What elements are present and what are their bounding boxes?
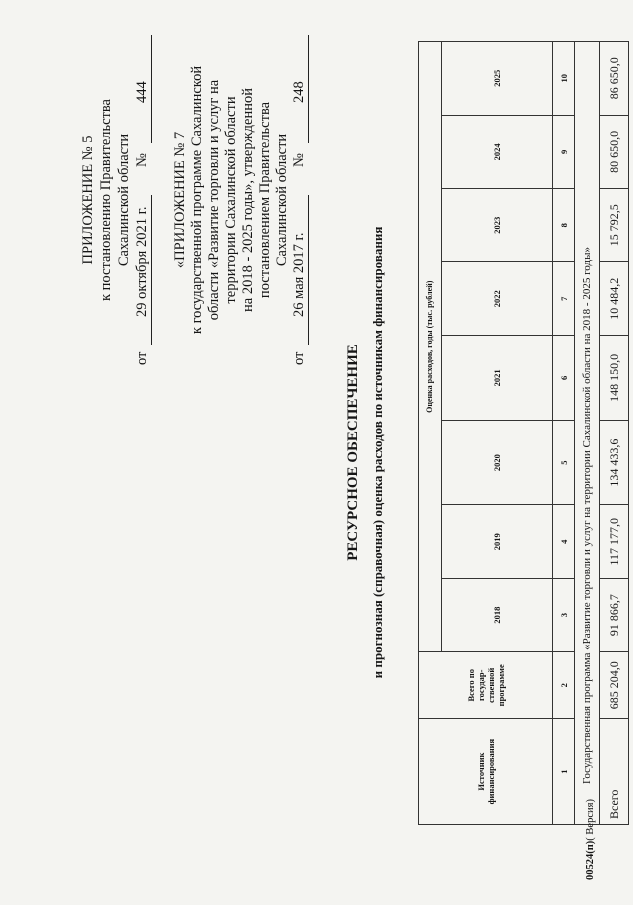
appendix-5-line2: Сахалинской области [116,133,132,267]
year-value: 91 866,7 [600,578,629,651]
year-value: 80 650,0 [600,115,629,188]
appendix-7-line3: территории Сахалинской области [223,96,239,304]
header-year: 2025 [442,42,553,116]
year-value: 86 650,0 [600,42,629,116]
appendix-7-line2: области «Развитие торговли и услуг на [206,79,222,321]
column-number: 5 [553,420,575,505]
total-value: 685 204,0 [600,652,629,719]
document-code [585,799,596,880]
appendix-7-ot: от [291,351,307,365]
appendix-7-line5: постановлением Правительства [257,101,273,299]
column-number: 7 [553,262,575,335]
header-year-group: Оценка расходов, годы (тыс. рублей) [419,42,442,652]
rotated-page [20,20,621,885]
appendix-7-no-sign: № [291,153,307,167]
appendix-7-line4: на 2018 - 2025 годы», утвержденной [240,88,256,312]
header-year: 2019 [442,505,553,578]
appendix-5-ot: от [134,351,150,365]
column-number: 9 [553,115,575,188]
page-title: РЕСУРСНОЕ ОБЕСПЕЧЕНИЕ [345,344,361,561]
appendix-5-line1: к постановлению Правительства [98,99,114,301]
appendix-7-title: «ПРИЛОЖЕНИЕ № 7 [172,131,188,269]
document-code-number: 00524(п) [585,840,596,880]
column-number: 8 [553,189,575,262]
header-year: 2022 [442,262,553,335]
header-year: 2018 [442,578,553,651]
column-number: 10 [553,42,575,116]
appendix-7-line6: Сахалинской области [274,133,290,267]
appendix-5-block [80,35,170,365]
document-version: ( Версия) [585,799,596,841]
column-number: 2 [553,652,575,719]
appendix-5-number: 444 [134,81,150,103]
column-number: 4 [553,505,575,578]
year-value: 134 433,6 [600,420,629,505]
header-total: Всего по государ-ственной программе [419,652,553,719]
year-value: 117 177,0 [600,505,629,578]
header-year: 2021 [442,335,553,420]
page-subtitle: и прогнозная (справочная) оценка расходов по источникам финансирования [370,226,385,679]
financing-table [418,41,629,825]
program-name: Государственная программа «Развитие торговли и услуг на территории Сахалинской области на 2018 - 2025 годы» [575,42,600,825]
year-value: 148 150,0 [600,335,629,420]
table-header-row-1 [419,42,442,825]
column-number: 6 [553,335,575,420]
appendix-5-date: 29 октября 2021 г. [134,206,150,317]
column-number-row [553,42,575,825]
year-value: 10 484,2 [600,262,629,335]
column-number: 1 [553,719,575,825]
appendix-5-no-sign: № [134,153,150,167]
appendix-7-date-underline [308,195,309,345]
appendix-7-date: 26 мая 2017 г. [291,232,307,317]
header-source: Источник финансирования [419,719,553,825]
appendix-7-number-underline [308,35,309,143]
header-year: 2020 [442,420,553,505]
year-value: 15 792,5 [600,189,629,262]
appendix-7-line1: к государственной программе Сахалинской [189,65,205,335]
header-year: 2023 [442,189,553,262]
total-label: Всего [600,719,629,825]
total-row [600,42,629,825]
appendix-7-number: 248 [291,81,307,103]
appendix-5-number-underline [151,35,152,143]
appendix-7-block [172,35,332,365]
appendix-5-title: ПРИЛОЖЕНИЕ № 5 [80,135,96,265]
program-row [575,42,600,825]
column-number: 3 [553,578,575,651]
appendix-5-date-underline [151,195,152,345]
header-year: 2024 [442,115,553,188]
